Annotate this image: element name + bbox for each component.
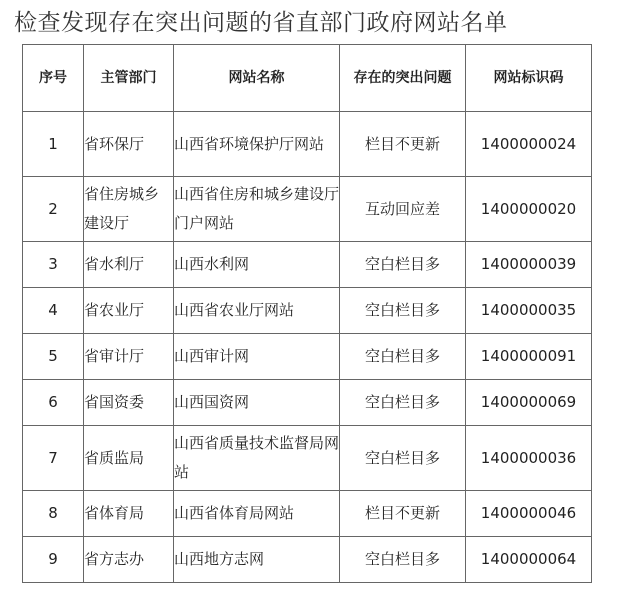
header-no: 序号 bbox=[23, 45, 84, 112]
row-no: 8 bbox=[23, 491, 84, 537]
row-dept: 省质监局 bbox=[84, 426, 174, 491]
header-code: 网站标识码 bbox=[466, 45, 592, 112]
header-dept: 主管部门 bbox=[84, 45, 174, 112]
row-code: 1400000046 bbox=[466, 491, 592, 537]
row-code: 1400000091 bbox=[466, 334, 592, 380]
row-code: 1400000039 bbox=[466, 242, 592, 288]
row-no: 6 bbox=[23, 380, 84, 426]
row-no: 1 bbox=[23, 112, 84, 177]
row-issue: 空白栏目多 bbox=[340, 334, 466, 380]
row-code: 1400000024 bbox=[466, 112, 592, 177]
table-row bbox=[23, 491, 592, 537]
row-dept: 省环保厅 bbox=[84, 112, 174, 177]
row-issue: 栏目不更新 bbox=[340, 112, 466, 177]
website-list-table bbox=[22, 44, 592, 583]
row-site: 山西省住房和城乡建设厅门户网站 bbox=[174, 177, 340, 242]
row-site: 山西国资网 bbox=[174, 380, 340, 426]
row-dept: 省水利厅 bbox=[84, 242, 174, 288]
row-no: 7 bbox=[23, 426, 84, 491]
table-row bbox=[23, 537, 592, 583]
page-title: 检查发现存在突出问题的省直部门政府网站名单 bbox=[14, 10, 508, 36]
header-site: 网站名称 bbox=[174, 45, 340, 112]
row-issue: 空白栏目多 bbox=[340, 380, 466, 426]
row-dept: 省农业厅 bbox=[84, 288, 174, 334]
row-no: 2 bbox=[23, 177, 84, 242]
row-site: 山西审计网 bbox=[174, 334, 340, 380]
table-row bbox=[23, 242, 592, 288]
row-issue: 栏目不更新 bbox=[340, 491, 466, 537]
row-code: 1400000064 bbox=[466, 537, 592, 583]
table-header-row bbox=[23, 45, 592, 112]
row-site: 山西省体育局网站 bbox=[174, 491, 340, 537]
row-dept: 省方志办 bbox=[84, 537, 174, 583]
row-site: 山西水利网 bbox=[174, 242, 340, 288]
table-row bbox=[23, 426, 592, 491]
row-dept: 省住房城乡建设厅 bbox=[84, 177, 174, 242]
table-row bbox=[23, 288, 592, 334]
table-row bbox=[23, 334, 592, 380]
header-issue: 存在的突出问题 bbox=[340, 45, 466, 112]
table-row bbox=[23, 112, 592, 177]
row-dept: 省国资委 bbox=[84, 380, 174, 426]
row-issue: 空白栏目多 bbox=[340, 537, 466, 583]
row-site: 山西省质量技术监督局网站 bbox=[174, 426, 340, 491]
row-code: 1400000020 bbox=[466, 177, 592, 242]
row-issue: 空白栏目多 bbox=[340, 242, 466, 288]
row-dept: 省体育局 bbox=[84, 491, 174, 537]
row-site: 山西地方志网 bbox=[174, 537, 340, 583]
row-issue: 空白栏目多 bbox=[340, 426, 466, 491]
row-site: 山西省农业厅网站 bbox=[174, 288, 340, 334]
row-no: 3 bbox=[23, 242, 84, 288]
table-row bbox=[23, 380, 592, 426]
row-no: 9 bbox=[23, 537, 84, 583]
row-code: 1400000036 bbox=[466, 426, 592, 491]
row-issue: 空白栏目多 bbox=[340, 288, 466, 334]
row-issue: 互动回应差 bbox=[340, 177, 466, 242]
row-no: 5 bbox=[23, 334, 84, 380]
row-site: 山西省环境保护厅网站 bbox=[174, 112, 340, 177]
row-code: 1400000069 bbox=[466, 380, 592, 426]
row-code: 1400000035 bbox=[466, 288, 592, 334]
table-row bbox=[23, 177, 592, 242]
row-dept: 省审计厅 bbox=[84, 334, 174, 380]
row-no: 4 bbox=[23, 288, 84, 334]
